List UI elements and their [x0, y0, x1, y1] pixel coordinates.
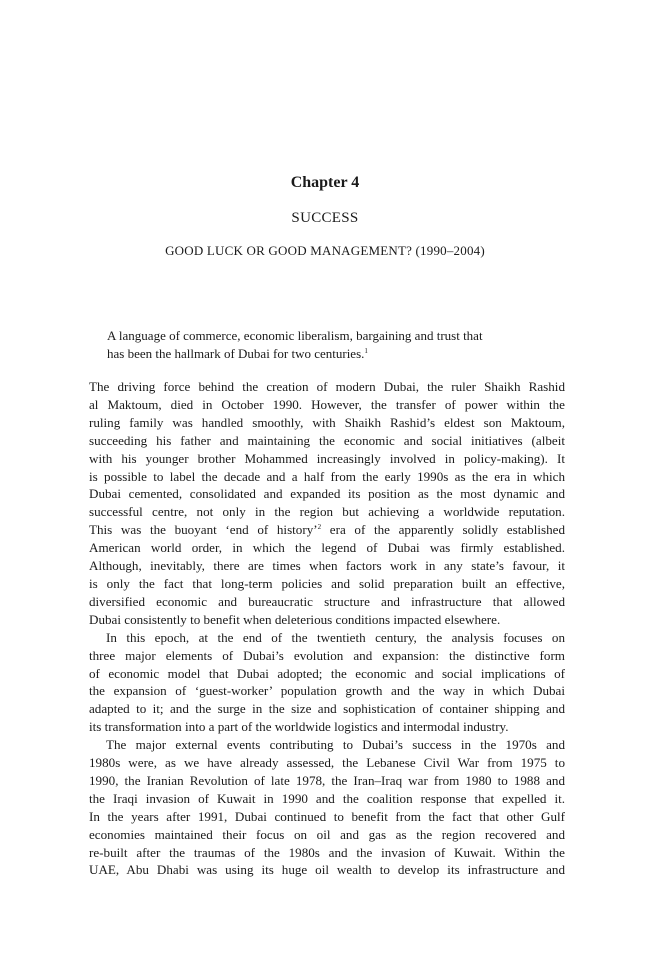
text-segment: This was the buoyant ‘end of history’ [89, 522, 318, 538]
text-line: is only the fact that long-term policies and solid preparation built an effective, [89, 575, 565, 591]
text-line: the Iraqi invasion of Kuwait in 1990 and the coalition response that expelled it. [89, 790, 565, 806]
epigraph-quote [107, 327, 547, 363]
paragraph-1 [89, 378, 565, 629]
text-line: three major elements of Dubai’s evolution and expansion: the distinctive form [89, 647, 565, 663]
text-line: Dubai cemented, consolidated and expanded its position as the most dynamic and [89, 486, 565, 502]
paragraph-2 [89, 629, 565, 736]
text-line: adapted to it; and the surge in the size and sophistication of container shipping and [89, 701, 565, 717]
chapter-title: SUCCESS [291, 210, 359, 226]
text-line: ruling family was handled smoothly, with Shaikh Rashid’s eldest son Maktoum, [89, 414, 565, 430]
text-line: al Maktoum, died in October 1990. However, the transfer of power within the [89, 396, 565, 412]
footnote-ref: 1 [364, 347, 368, 355]
text-line: In the years after 1991, Dubai continued to benefit from the fact that other Gulf [89, 808, 565, 824]
paragraph-3 [89, 736, 565, 879]
text-line: In this epoch, at the end of the twentieth century, the analysis focuses on [106, 629, 565, 645]
text-line: UAE, Abu Dhabi was using its huge oil wealth to develop its infrastructure and [89, 862, 565, 878]
text-line: its transformation into a part of the worldwide logistics and intermodal industry. [89, 719, 509, 735]
text-line: Dubai consistently to benefit when deleterious conditions impacted elsewhere. [89, 611, 501, 627]
text-line: of economic model that Dubai adopted; the economic and social implications of [89, 665, 565, 681]
epigraph-line-text: has been the hallmark of Dubai for two centuries. [107, 346, 365, 361]
text-line: The driving force behind the creation of modern Dubai, the ruler Shaikh Rashid [89, 379, 565, 394]
body-text [89, 378, 565, 879]
chapter-subtitle: GOOD LUCK OR GOOD MANAGEMENT? (1990–2004) [165, 243, 485, 258]
text-line: diversified economic and bureaucratic structure and infrastructure that allowed [89, 593, 565, 609]
epigraph-line [107, 345, 547, 363]
text-line: American world order, in which the legend of Dubai was firmly established. [89, 540, 565, 556]
text-line: the expansion of ‘guest-worker’ population growth and the way in which Dubai [89, 683, 565, 699]
text-line: successful centre, not only in the region but achieving a worldwide reputation. [89, 504, 565, 520]
text-line: re-built after the traumas of the 1980s and the invasion of Kuwait. Within the [89, 844, 565, 860]
text-line: 1980s were, as we have already assessed, the Lebanese Civil War from 1975 to [89, 755, 565, 771]
text-line [89, 521, 565, 539]
text-line: with his younger brother Mohammed increasingly involved in policy-making). It [89, 450, 565, 466]
text-segment: era of the apparently solidly established [321, 522, 565, 538]
text-line: Although, inevitably, there are times when factors work in any state’s favour, it [89, 558, 565, 574]
text-line: The major external events contributing to Dubai’s success in the 1970s and [106, 737, 565, 753]
footnote-ref: 2 [317, 523, 322, 532]
chapter-number: Chapter 4 [290, 174, 360, 191]
epigraph-line: A language of commerce, economic liberalism, bargaining and trust that [107, 328, 483, 343]
text-line: 1990, the Iranian Revolution of late 1978, the Iran–Iraq war from 1980 to 1988 and [89, 772, 565, 788]
text-line: is possible to label the decade and a half from the early 1990s as the era in which [89, 468, 565, 484]
text-line: economies maintained their focus on oil and gas as the region recovered and [89, 826, 565, 842]
text-line: succeeding his father and maintaining the economic and social initiatives (albeit [89, 432, 565, 448]
